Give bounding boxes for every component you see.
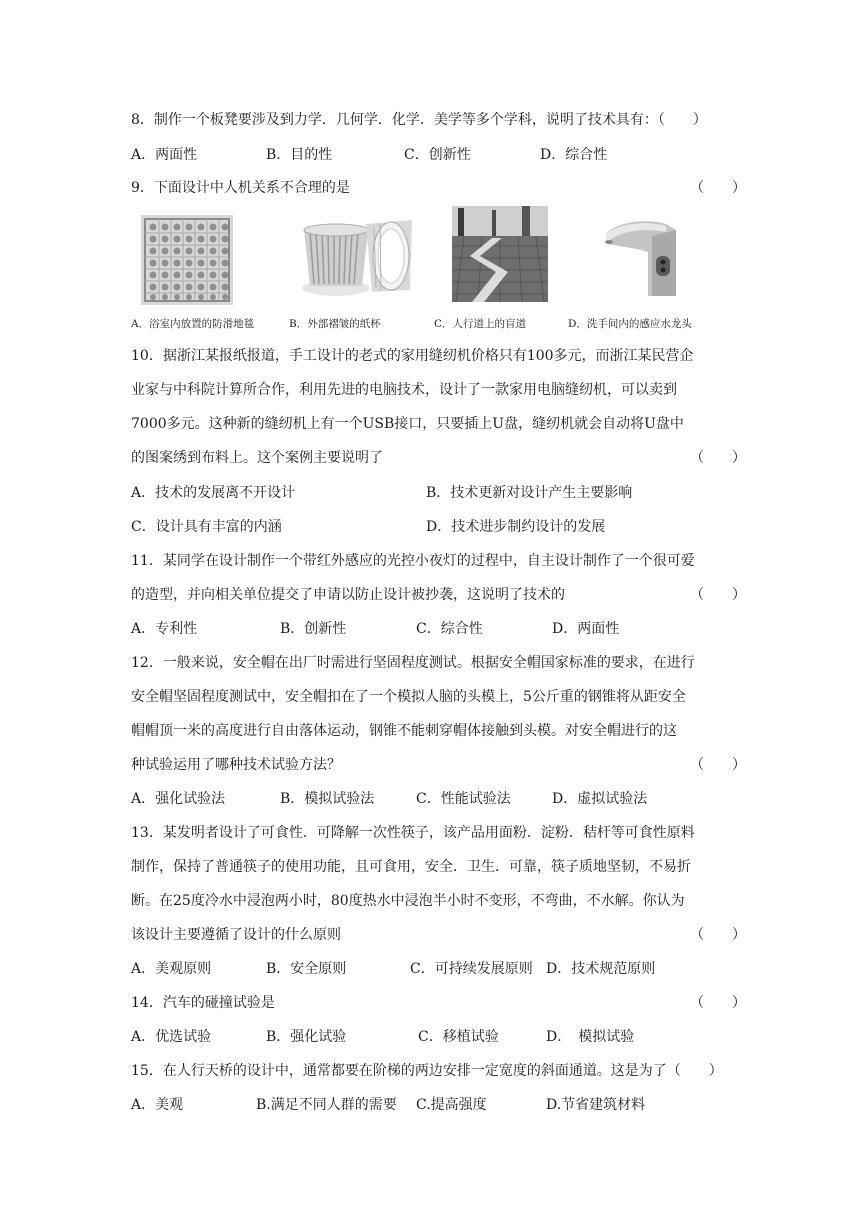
q12-option-c: C．性能试验法	[416, 791, 511, 807]
q14-option-c: C．移植试验	[418, 1029, 499, 1045]
q15-option-b: B.满足不同人群的需要	[256, 1097, 397, 1113]
q13-option-a: A．美观原则	[131, 961, 212, 977]
anti-slip-mat-image	[141, 215, 233, 305]
q14-answer-paren: （ ）	[690, 995, 746, 1011]
q11-option-c: C．综合性	[416, 621, 483, 637]
question-9-stem: 9．下面设计中人机关系不合理的是	[131, 180, 350, 196]
q11-option-b: B．创新性	[280, 621, 347, 637]
q15-option-a: A．美观	[131, 1097, 184, 1113]
q10-option-a: A．技术的发展离不开设计	[131, 485, 296, 501]
q13-option-c: C．可持续发展原则	[410, 961, 533, 977]
q13-answer-paren: （ ）	[690, 927, 746, 943]
tactile-paving-image	[452, 206, 548, 302]
q12-answer-paren: （ ）	[690, 757, 746, 773]
q9-caption-a: A．浴室内放置的防滑地毯	[131, 318, 255, 330]
question-10-line-2: 业家与中科院计算所合作，利用先进的电脑技术，设计了一款家用电脑缝纫机，可以卖到	[131, 382, 677, 398]
q8-option-b: B．目的性	[266, 147, 333, 163]
q11-option-d: D．两面性	[552, 621, 620, 637]
q11-option-a: A．专利性	[131, 621, 198, 637]
question-12-line-1: 12．一般来说，安全帽在出厂时需进行坚固程度测试。根据安全帽国家标准的要求，在进行	[131, 655, 695, 671]
q13-option-d: D．技术规范原则	[546, 961, 656, 977]
q10-option-c: C．设计具有丰富的内涵	[131, 519, 282, 535]
question-14-stem: 14．汽车的碰撞试验是	[131, 995, 275, 1011]
question-12-line-3: 帽帽顶一米的高度进行自由落体运动，钢锥不能刺穿帽体接触到头模。对安全帽进行的这	[131, 723, 677, 739]
question-12-line-2: 安全帽坚固程度测试中，安全帽扣在了一个模拟人脑的头模上，5公斤重的钢锥将从距安全	[131, 689, 686, 705]
question-10-line-4: 的图案绣到布料上。这个案例主要说明了	[131, 450, 383, 466]
question-8-stem: 8．制作一个板凳要涉及到力学．几何学．化学．美学等多个学科，说明了技术具有：（ ）	[131, 112, 707, 128]
question-15-stem: 15．在人行天桥的设计中，通常都要在阶梯的两边安排一定宽度的斜面通道。这是为了（ ）	[131, 1063, 723, 1079]
q14-option-b: B．强化试验	[266, 1029, 347, 1045]
q14-option-d: D． 模拟试验	[546, 1029, 635, 1045]
question-10-line-1: 10．据浙江某报纸报道，手工设计的老式的家用缝纫机价格只有100多元，而浙江某民营企	[131, 348, 694, 364]
q8-option-a: A．两面性	[131, 147, 198, 163]
q15-option-d: D.节省建筑材料	[546, 1097, 646, 1113]
q12-option-d: D．虚拟试验法	[552, 791, 648, 807]
question-11-line-1: 11．某同学在设计制作一个带红外感应的光控小夜灯的过程中，自主设计制作了一个很可爱	[131, 553, 695, 569]
question-13-line-4: 该设计主要遵循了设计的什么原则	[131, 927, 341, 943]
question-10-line-3: 7000多元。这种新的缝纫机上有一个USB接口，只要插上U盘，缝纫机就会自动将U盘中	[131, 416, 684, 432]
q12-option-b: B．模拟试验法	[280, 791, 375, 807]
q9-caption-b: B．外部褶皱的纸杯	[289, 318, 381, 330]
q13-option-b: B．安全原则	[266, 961, 347, 977]
q9-answer-paren: （ ）	[690, 180, 746, 196]
paper-cup-image	[296, 210, 418, 302]
q9-caption-d: D．洗手间内的感应水龙头	[568, 318, 692, 330]
question-13-line-1: 13．某发明者设计了可食性．可降解一次性筷子，该产品用面粉．淀粉．秸杆等可食性原料	[131, 825, 695, 841]
q9-caption-c: C．人行道上的盲道	[434, 318, 527, 330]
question-13-line-2: 制作，保持了普通筷子的使用功能，且可食用，安全．卫生．可靠，筷子质地坚韧，不易折	[131, 859, 691, 875]
sensor-faucet-image	[596, 212, 688, 302]
q10-option-b: B．技术更新对设计产生主要影响	[426, 485, 633, 501]
q14-option-a: A．优选试验	[131, 1029, 212, 1045]
q12-option-a: A．强化试验法	[131, 791, 226, 807]
q8-option-c: C．创新性	[404, 147, 471, 163]
q11-answer-paren: （ ）	[690, 587, 746, 603]
question-12-line-4: 种试验运用了哪种技术试验方法？	[131, 757, 341, 773]
q8-option-d: D．综合性	[540, 147, 608, 163]
q15-option-c: C.提高强度	[416, 1097, 487, 1113]
q10-answer-paren: （ ）	[690, 450, 746, 466]
question-13-line-3: 断。在25度冷水中浸泡两小时，80度热水中浸泡半小时不变形，不弯曲，不水解。你认为	[131, 893, 685, 909]
question-11-line-2: 的造型，并向相关单位提交了申请以防止设计被抄袭，这说明了技术的	[131, 587, 565, 603]
q10-option-d: D．技术进步制约设计的发展	[426, 519, 606, 535]
